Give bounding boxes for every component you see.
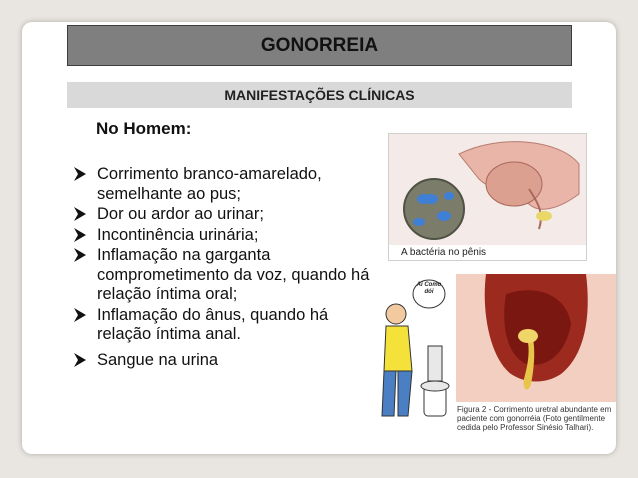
slide-subtitle: MANIFESTAÇÕES CLÍNICAS <box>67 82 572 108</box>
bullet-text: Inflamação na garganta comprometimento da voz, quando há relação íntima oral; <box>97 246 370 303</box>
bullet-text: Corrimento branco-amarelado, semelhante ao pus; <box>97 165 322 203</box>
bullet-text: Incontinência urinária; <box>97 225 259 244</box>
figure-caption-2: Figura 2 - Corrimento uretral abundante em paciente com gonorréia (Foto gentilmente cedida pelo Professor Sinésio Talhari). <box>457 405 612 432</box>
clinical-photo-icon <box>456 274 616 402</box>
list-item <box>70 351 380 371</box>
arrow-bullet-icon <box>73 227 87 243</box>
bacteria-illustration <box>388 133 587 261</box>
arrow-bullet-icon <box>73 206 87 222</box>
bacteria-drawing-icon <box>389 134 586 245</box>
arrow-bullet-icon <box>73 247 87 263</box>
arrow-bullet-icon <box>73 352 87 368</box>
list-item <box>70 165 380 204</box>
figure-caption: A bactéria no pênis <box>389 245 586 260</box>
list-item <box>70 306 380 345</box>
symptom-list <box>70 165 380 371</box>
list-item <box>70 226 380 246</box>
slide-title: GONORREIA <box>67 25 572 66</box>
list-item <box>70 246 380 305</box>
clinical-photo <box>456 274 616 402</box>
arrow-bullet-icon <box>73 307 87 323</box>
bullet-text: Dor ou ardor ao urinar; <box>97 205 264 223</box>
speech-bubble-text: Ai Como dói <box>416 282 442 295</box>
bullet-text: Inflamação do ânus, quando há relação íntima anal. <box>97 305 329 343</box>
section-heading: No Homem: <box>96 119 192 138</box>
arrow-bullet-icon <box>73 166 87 182</box>
list-item <box>70 205 380 225</box>
bullet-text: Sangue na urina <box>97 350 219 369</box>
